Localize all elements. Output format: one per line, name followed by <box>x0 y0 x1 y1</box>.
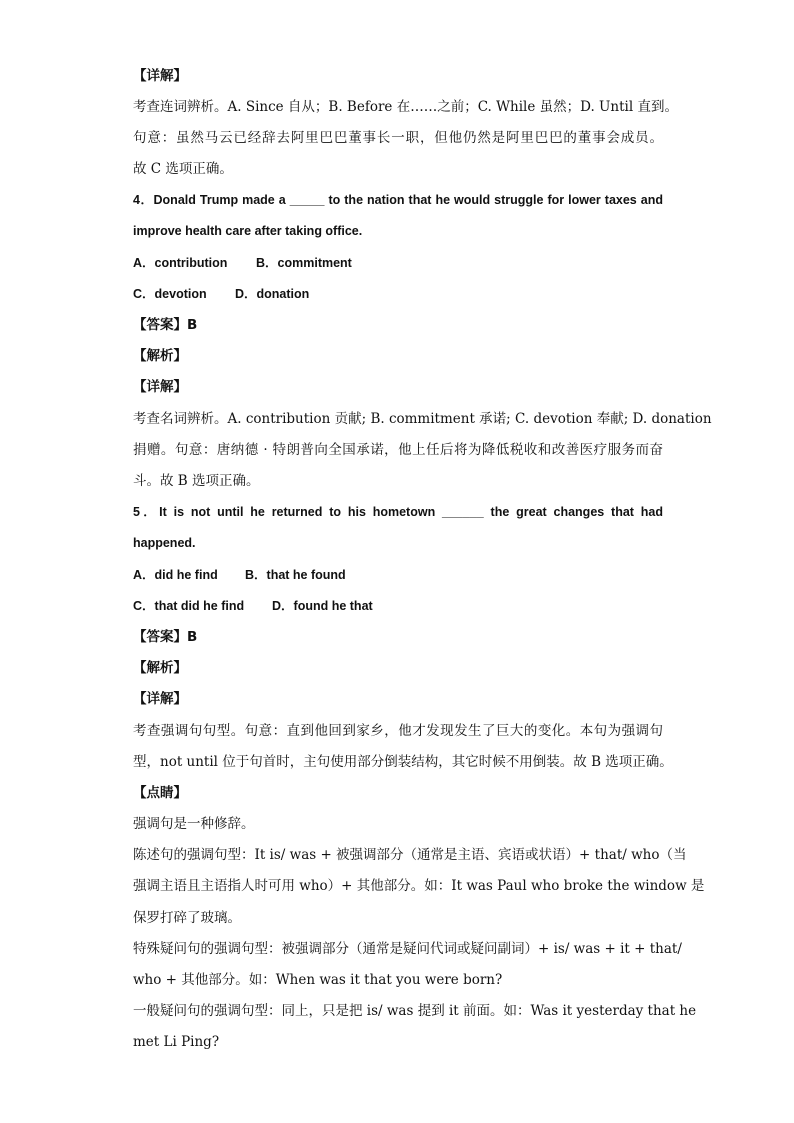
question-4-stem: 4．Donald Trump made a _____ to the nation that he would struggle for lower taxes and <box>133 193 663 207</box>
body-text: 考查连词辨析。A. Since 自从；B. Before 在……之前；C. While 虽然；D. Until 直到。 <box>133 99 678 115</box>
body-text: 强调句是一种修辞。 <box>133 816 255 832</box>
body-text: 斗。故 B 选项正确。 <box>133 473 260 489</box>
answer-label: 【答案】B <box>133 317 198 333</box>
options-row <box>133 566 663 584</box>
body-text: 强调主语且主语指人时可用 who）+ 其他部分。如：It was Paul who broke the window 是 <box>133 878 705 894</box>
section-heading-detail: 【详解】 <box>133 691 187 707</box>
body-text: 保罗打碎了玻璃。 <box>133 910 241 926</box>
section-heading-tip: 【点睛】 <box>133 785 187 801</box>
options-row <box>133 254 663 272</box>
question-5-stem: 5．It is not until he returned to his hometown ______ the great changes that had <box>133 505 663 519</box>
option-c: C．that did he find <box>133 599 245 613</box>
option-d: D．donation <box>235 287 310 301</box>
analysis-label: 【解析】 <box>133 348 187 364</box>
options-row <box>133 285 663 303</box>
body-text: 陈述句的强调句型：It is/ was + 被强调部分（通常是主语、宾语或状语）+ that/ who（当 <box>133 847 687 863</box>
option-a: A．contribution <box>133 256 228 270</box>
analysis-label: 【解析】 <box>133 660 187 676</box>
body-text: 捐赠。句意：唐纳德 · 特朗普向全国承诺，他上任后将为降低税收和改善医疗服务而奋 <box>133 442 663 458</box>
body-text: 一般疑问句的强调句型：同上，只是把 is/ was 提到 it 前面。如：Was it yesterday that he <box>133 1003 697 1019</box>
answer-label: 【答案】B <box>133 629 198 645</box>
body-text: 特殊疑问句的强调句型：被强调部分（通常是疑问代词或疑问副词）+ is/ was + it + that/ <box>133 941 682 957</box>
section-heading-detail: 【详解】 <box>133 379 187 395</box>
body-text: 型，not until 位于句首时，主句使用部分倒装结构，其它时候不用倒装。故 B 选项正确。 <box>133 754 673 770</box>
body-text: met Li Ping? <box>133 1034 220 1050</box>
section-heading-detail: 【详解】 <box>133 68 187 84</box>
option-b: B．commitment <box>256 256 352 270</box>
body-text: 句意：虽然马云已经辞去阿里巴巴董事长一职，但他仍然是阿里巴巴的董事会成员。 <box>133 130 663 146</box>
body-text: who + 其他部分。如：When was it that you were born? <box>133 972 503 988</box>
option-a: A．did he find <box>133 568 218 582</box>
body-text: 考查强调句句型。句意：直到他回到家乡，他才发现发生了巨大的变化。本句为强调句 <box>133 723 663 739</box>
body-text: 考查名词辨析。A. contribution 贡献; B. commitment 承诺; C. devotion 奉献; D. donation <box>133 411 712 427</box>
option-c: C．devotion <box>133 287 207 301</box>
option-d: D．found he that <box>272 599 373 613</box>
question-4-stem-cont: improve health care after taking office. <box>133 224 363 238</box>
body-text: 故 C 选项正确。 <box>133 161 233 177</box>
option-b: B．that he found <box>245 568 346 582</box>
options-row <box>133 597 663 615</box>
question-5-stem-cont: happened. <box>133 536 196 550</box>
